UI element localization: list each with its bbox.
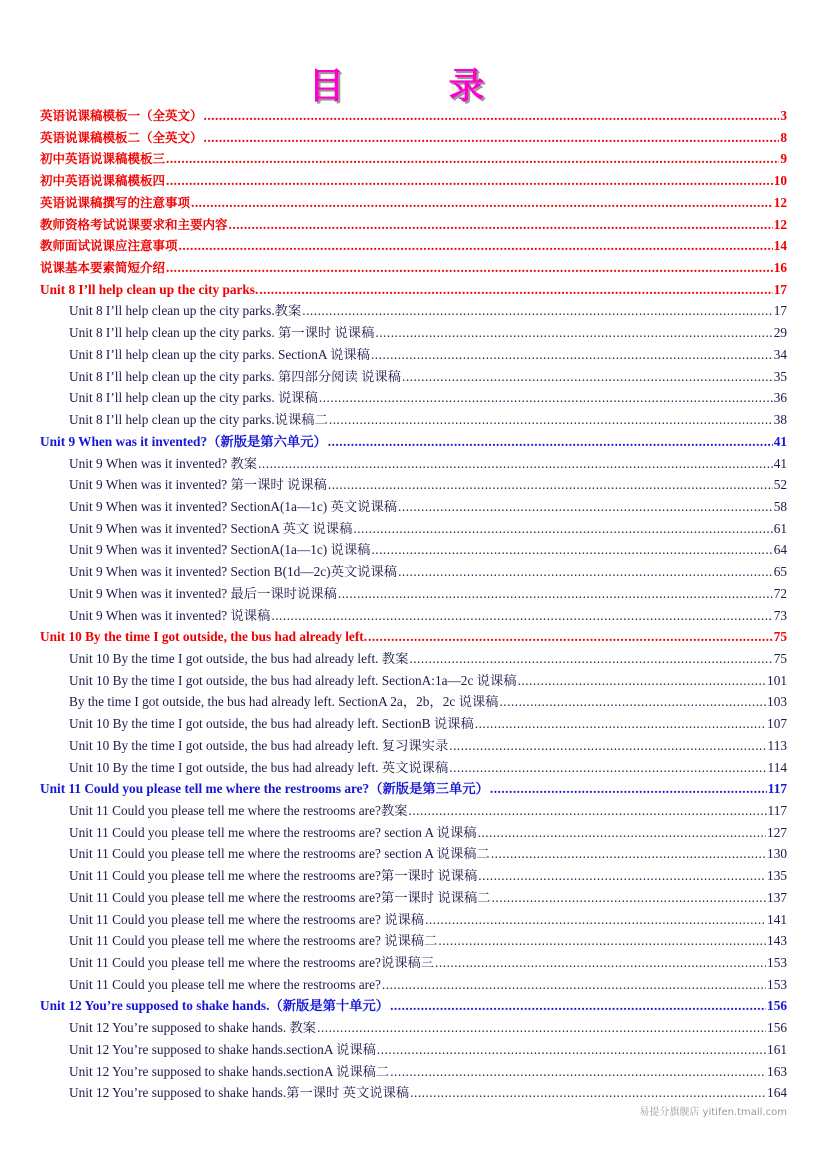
toc-page-number: 38 (773, 412, 787, 428)
toc-page-number: 36 (773, 390, 787, 406)
dot-leader (402, 366, 773, 388)
toc-entry-title: Unit 11 Could you please tell me where the restrooms are? section A 说课稿 (69, 824, 477, 840)
toc-page-number: 72 (773, 585, 787, 601)
dot-leader (491, 843, 766, 865)
toc-subentry[interactable] (40, 974, 787, 996)
toc-subentry[interactable] (40, 583, 787, 605)
page-title: 目 录 (308, 66, 519, 107)
dot-leader (390, 995, 766, 1017)
toc-page-number: 153 (767, 976, 787, 992)
dot-leader (229, 214, 773, 236)
dot-leader (166, 170, 773, 192)
toc-page-number: 107 (767, 716, 787, 732)
dot-leader (317, 1017, 766, 1039)
dot-leader (328, 431, 773, 453)
toc-page-number: 75 (773, 650, 787, 666)
toc-subentry[interactable] (40, 691, 787, 713)
toc-page-number: 12 (773, 194, 787, 210)
toc-subentry[interactable] (40, 474, 787, 496)
toc-entry-title: Unit 8 I’ll help clean up the city parks. SectionA 说课稿 (69, 346, 370, 362)
toc-entry-title: Unit 9 When was it invented? SectionA(1a—1c) 英文说课稿 (69, 498, 398, 514)
dot-leader (302, 300, 772, 322)
toc-page-number: 41 (773, 433, 787, 449)
toc-page-number: 135 (767, 868, 787, 884)
toc-entry-title: Unit 10 By the time I got outside, the bus had already left. 复习课实录 (69, 737, 449, 753)
dot-leader (371, 539, 772, 561)
toc-entry-title: Unit 8 I’ll help clean up the city parks. 第一课时 说课稿 (69, 325, 375, 341)
dot-leader (518, 670, 766, 692)
toc-page-number: 75 (773, 629, 787, 645)
toc-page-number: 41 (773, 455, 787, 471)
toc-entry-title: Unit 8 I’ll help clean up the city parks. (40, 281, 259, 297)
dot-leader (377, 1039, 766, 1061)
toc-subentry[interactable] (40, 539, 787, 561)
toc-page-number: 117 (767, 781, 787, 797)
dot-leader (319, 387, 773, 409)
dot-leader (409, 800, 767, 822)
toc-subentry[interactable] (40, 300, 787, 322)
dot-leader (375, 322, 772, 344)
toc-entry-title: Unit 12 You’re supposed to shake hands. 教案 (69, 1020, 317, 1036)
toc-page-number: 130 (767, 846, 787, 862)
toc-entry-title: Unit 12 You’re supposed to shake hands.（新版是第十单元） (40, 998, 390, 1014)
toc-entry-title: Unit 9 When was it invented? 第一课时 说课稿 (69, 477, 327, 493)
toc-page-number: 65 (773, 564, 787, 580)
toc-subentry[interactable] (40, 887, 787, 909)
toc-page-number: 127 (767, 824, 787, 840)
toc-section-entry[interactable] (40, 995, 787, 1017)
dot-leader (410, 1082, 766, 1104)
toc-entry-title: Unit 9 When was it invented? Section B(1d—2c)英文说课稿 (69, 564, 398, 580)
toc-page-number: 14 (773, 238, 787, 254)
toc-entry-title: Unit 11 Could you please tell me where the restrooms are?（新版是第三单元） (40, 781, 489, 797)
toc-subentry[interactable] (40, 344, 787, 366)
dot-leader (449, 757, 766, 779)
table-of-contents (40, 105, 787, 1104)
toc-subentry[interactable] (40, 409, 787, 431)
toc-section-entry[interactable] (40, 105, 787, 127)
toc-page-number: 52 (773, 477, 787, 493)
toc-page-number: 161 (767, 1041, 787, 1057)
toc-page-number: 29 (773, 325, 787, 341)
dot-leader (191, 192, 773, 214)
toc-page-number: 114 (767, 759, 787, 775)
toc-entry-title: Unit 10 By the time I got outside, the bus had already left. SectionA:1a—2c 说课稿 (69, 672, 517, 688)
toc-subentry[interactable] (40, 387, 787, 409)
toc-entry-title: 教师资格考试说课要求和主要内容 (40, 216, 228, 232)
toc-section-entry[interactable] (40, 778, 787, 800)
dot-leader (478, 822, 766, 844)
toc-page-number: 16 (773, 260, 787, 276)
shop-watermark: 易提分旗舰店 yitifen.tmall.com (639, 1107, 787, 1118)
toc-page-number: 137 (767, 889, 787, 905)
toc-page-number: 156 (767, 1020, 787, 1036)
toc-page-number: 103 (767, 694, 787, 710)
toc-entry-title: Unit 10 By the time I got outside, the bus had already left. 英文说课稿 (69, 759, 449, 775)
toc-entry-title: Unit 9 When was it invented? 最后一课时说课稿 (69, 585, 337, 601)
dot-leader (353, 518, 772, 540)
toc-subentry[interactable] (40, 800, 787, 822)
dot-leader (371, 344, 773, 366)
toc-page-number: 117 (767, 803, 787, 818)
toc-subentry[interactable] (40, 930, 787, 952)
toc-subentry[interactable] (40, 822, 787, 844)
toc-subentry[interactable] (40, 865, 787, 887)
toc-section-entry[interactable] (40, 235, 787, 257)
toc-entry-title: Unit 9 When was it invented? 教案 (69, 455, 258, 471)
toc-section-entry[interactable] (40, 279, 787, 301)
dot-leader (179, 235, 773, 257)
toc-section-entry[interactable] (40, 431, 787, 453)
toc-entry-title: 说课基本要素简短介绍 (40, 260, 166, 276)
toc-page-number: 10 (773, 173, 787, 189)
dot-leader (382, 974, 766, 996)
toc-entry-title: Unit 8 I’ll help clean up the city parks. 说课稿 (69, 390, 318, 406)
toc-subentry[interactable] (40, 518, 787, 540)
toc-page-number: 12 (773, 216, 787, 232)
toc-subentry[interactable] (40, 713, 787, 735)
toc-entry-title: Unit 12 You’re supposed to shake hands.第一课时 英文说课稿 (69, 1085, 410, 1101)
toc-entry-title: Unit 8 I’ll help clean up the city parks.教案 (69, 303, 302, 319)
toc-subentry[interactable] (40, 605, 787, 627)
toc-section-entry[interactable] (40, 148, 787, 170)
toc-page-number: 3 (780, 108, 787, 123)
toc-subentry[interactable] (40, 843, 787, 865)
toc-subentry[interactable] (40, 322, 787, 344)
toc-subentry[interactable] (40, 1017, 787, 1039)
toc-page-number: 141 (767, 911, 787, 927)
toc-entry-title: Unit 11 Could you please tell me where the restrooms are? (69, 976, 381, 992)
toc-entry-title: Unit 12 You’re supposed to shake hands.sectionA 说课稿 (69, 1041, 376, 1057)
dot-leader (435, 952, 766, 974)
toc-page-number: 61 (773, 520, 787, 536)
dot-leader (166, 148, 779, 170)
toc-subentry[interactable] (40, 1082, 787, 1104)
toc-entry-title: Unit 11 Could you please tell me where the restrooms are?第一课时 说课稿二 (69, 889, 491, 905)
toc-entry-title: Unit 8 I’ll help clean up the city parks.说课稿二 (69, 412, 328, 428)
dot-leader (449, 735, 766, 757)
toc-entry-title: 英语说课稿模板二（全英文） (40, 129, 203, 145)
dot-leader (328, 474, 773, 496)
toc-section-entry[interactable] (40, 257, 787, 279)
toc-subentry[interactable] (40, 453, 787, 475)
toc-section-entry[interactable] (40, 192, 787, 214)
toc-subentry[interactable] (40, 757, 787, 779)
toc-page-number: 163 (767, 1063, 787, 1079)
dot-leader (368, 626, 773, 648)
toc-entry-title: Unit 9 When was it invented?（新版是第六单元） (40, 433, 327, 449)
toc-entry-title: Unit 12 You’re supposed to shake hands.sectionA 说课稿二 (69, 1063, 390, 1079)
toc-subentry[interactable] (40, 496, 787, 518)
dot-leader (398, 561, 773, 583)
toc-entry-title: Unit 11 Could you please tell me where the restrooms are? 说课稿二 (69, 933, 438, 949)
dot-leader (425, 909, 766, 931)
toc-page-number: 9 (780, 151, 787, 167)
toc-page-number: 35 (773, 368, 787, 384)
toc-page-number: 58 (773, 498, 787, 514)
dot-leader (492, 887, 766, 909)
toc-entry-title: Unit 10 By the time I got outside, the bus had already left. 教案 (69, 650, 409, 666)
toc-entry-title: Unit 10 By the time I got outside, the bus had already left. (40, 629, 368, 645)
dot-leader (271, 605, 772, 627)
dot-leader (438, 930, 766, 952)
dot-leader (329, 409, 773, 431)
toc-entry-title: Unit 11 Could you please tell me where the restrooms are? 说课稿 (69, 911, 425, 927)
toc-section-entry[interactable] (40, 626, 787, 648)
dot-leader (478, 865, 766, 887)
dot-leader (259, 279, 772, 301)
toc-subentry[interactable] (40, 952, 787, 974)
toc-subentry[interactable] (40, 670, 787, 692)
toc-page-number: 73 (773, 607, 787, 623)
toc-entry-title: Unit 11 Could you please tell me where the restrooms are? section A 说课稿二 (69, 846, 490, 862)
toc-page-number: 153 (767, 955, 787, 971)
toc-section-entry[interactable] (40, 127, 787, 149)
toc-section-entry[interactable] (40, 214, 787, 236)
dot-leader (204, 127, 780, 149)
toc-entry-title: By the time I got outside, the bus had already left. SectionA 2a，2b，2c 说课稿 (69, 694, 499, 710)
toc-page-number: 64 (773, 542, 787, 558)
toc-subentry[interactable] (40, 648, 787, 670)
dot-leader (166, 257, 773, 279)
dot-leader (409, 648, 772, 670)
dot-leader (338, 583, 773, 605)
dot-leader (499, 691, 766, 713)
toc-subentry[interactable] (40, 909, 787, 931)
toc-entry-title: 初中英语说课稿模板四 (40, 173, 166, 189)
toc-page-number: 101 (767, 672, 787, 688)
toc-subentry[interactable] (40, 561, 787, 583)
toc-entry-title: Unit 11 Could you please tell me where the restrooms are?说课稿三 (69, 955, 435, 971)
dot-leader (204, 105, 780, 127)
toc-subentry[interactable] (40, 1039, 787, 1061)
toc-entry-title: 教师面试说课应注意事项 (40, 238, 178, 254)
toc-subentry[interactable] (40, 735, 787, 757)
toc-entry-title: 初中英语说课稿模板三 (40, 151, 166, 167)
toc-page-number: 34 (773, 346, 787, 362)
toc-entry-title: Unit 11 Could you please tell me where the restrooms are?教案 (69, 803, 408, 818)
toc-page-number: 113 (767, 737, 787, 753)
dot-leader (258, 453, 773, 475)
toc-entry-title: Unit 11 Could you please tell me where the restrooms are?第一课时 说课稿 (69, 868, 478, 884)
toc-page-number: 8 (780, 129, 787, 145)
dot-leader (390, 1061, 766, 1083)
toc-section-entry[interactable] (40, 170, 787, 192)
toc-page-number: 17 (773, 303, 787, 319)
toc-page-number: 17 (773, 281, 787, 297)
toc-page-number: 143 (767, 933, 787, 949)
toc-entry-title: Unit 9 When was it invented? SectionA 英文 说课稿 (69, 520, 353, 536)
toc-entry-title: Unit 9 When was it invented? 说课稿 (69, 607, 271, 623)
dot-leader (398, 496, 773, 518)
dot-leader (490, 778, 767, 800)
toc-entry-title: Unit 10 By the time I got outside, the bus had already left. SectionB 说课稿 (69, 716, 474, 732)
toc-subentry[interactable] (40, 1061, 787, 1083)
toc-entry-title: Unit 9 When was it invented? SectionA(1a—1c) 说课稿 (69, 542, 371, 558)
toc-entry-title: Unit 8 I’ll help clean up the city parks. 第四部分阅读 说课稿 (69, 368, 401, 384)
toc-page-number: 164 (767, 1085, 787, 1101)
toc-page-number: 156 (767, 998, 787, 1014)
toc-entry-title: 英语说课稿模板一（全英文） (40, 108, 203, 123)
dot-leader (475, 713, 766, 735)
toc-entry-title: 英语说课稿撰写的注意事项 (40, 194, 191, 210)
toc-subentry[interactable] (40, 366, 787, 388)
